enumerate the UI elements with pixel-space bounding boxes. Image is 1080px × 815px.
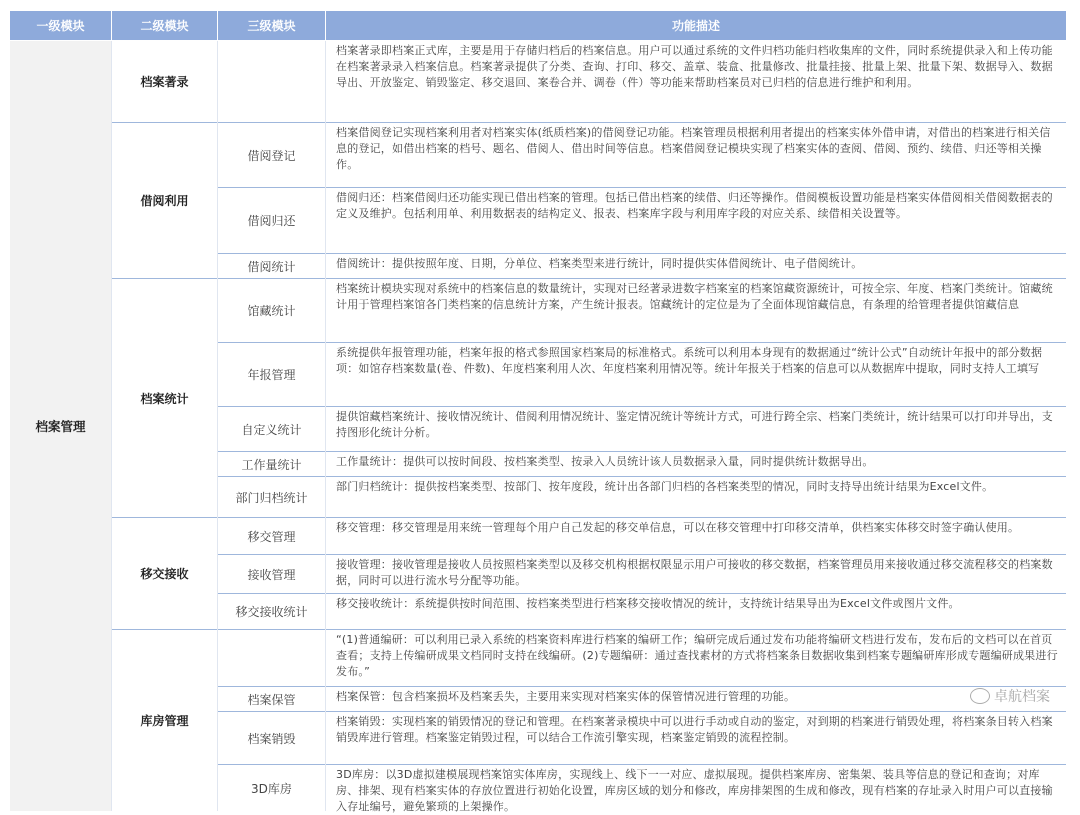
row-divider — [218, 187, 1066, 188]
header-description: 功能描述 — [326, 11, 1066, 40]
row-divider — [218, 253, 1066, 254]
section-cell: 库房管理 — [112, 630, 217, 811]
row-divider — [218, 476, 1066, 477]
description-cell: 档案销毁：实现档案的销毁情况的登记和管理。在档案著录模块中可以进行手动或自动的鉴定，对到期的档案进行销毁处理，将档案条目转入档案销毁库进行管理。档案鉴定销毁过程，可以结合工作流引擎实现，档案鉴定销毁的流程控制。 — [326, 712, 1066, 764]
level1-cell: 档案管理 — [10, 41, 111, 811]
header-level2: 二级模块 — [112, 11, 217, 40]
row-divider — [218, 711, 1066, 712]
level3-cell — [218, 630, 325, 686]
description-cell: “(1)普通编研：可以利用已录入系统的档案资料库进行档案的编研工作；编研完成后通过发布功能将编研文档进行发布，发布后的文档可以在首页查看；支持上传编研成果文档同时支持在线编研。(2)专题编研：通过查找素材的方式将档案条目数据收集到档案专题编研库形成专题编研成果进行发布。” — [326, 630, 1066, 686]
section-cell: 档案统计 — [112, 279, 217, 517]
wechat-icon — [970, 688, 990, 704]
level3-cell: 馆藏统计 — [218, 279, 325, 342]
description-cell: 移交管理：移交管理是用来统一管理每个用户自己发起的移交单信息，可以在移交管理中打印移交清单，供档案实体移交时签字确认使用。 — [326, 518, 1066, 554]
description-cell: 借阅统计：提供按照年度、日期，分单位、档案类型来进行统计，同时提供实体借阅统计、电子借阅统计。 — [326, 254, 1066, 278]
description-cell: 部门归档统计：提供按档案类型、按部门、按年度段，统计出各部门归档的各档案类型的情况，同时支持导出统计结果为Excel文件。 — [326, 477, 1066, 517]
watermark-text: 卓航档案 — [994, 689, 1050, 705]
row-divider — [218, 406, 1066, 407]
row-divider — [218, 593, 1066, 594]
level3-cell: 借阅登记 — [218, 123, 325, 187]
watermark — [970, 686, 1050, 706]
column-divider — [217, 41, 218, 811]
row-divider — [112, 122, 1066, 123]
level3-cell: 自定义统计 — [218, 407, 325, 451]
level3-cell: 移交接收统计 — [218, 594, 325, 629]
level3-cell — [218, 41, 325, 122]
row-divider — [112, 629, 1066, 630]
description-cell: 档案保管：包含档案损坏及档案丢失，主要用来实现对档案实体的保管情况进行管理的功能。 — [326, 687, 1066, 711]
description-cell: 借阅归还：档案借阅归还功能实现已借出档案的管理。包括已借出档案的续借、归还等操作。借阅模板设置功能是档案实体借阅相关借阅数据表的定义及维护。包括利用单、利用数据表的结构定义、报表、档案库字段与利用库字段的对应关系、续借相关设置等。 — [326, 188, 1066, 253]
row-divider — [112, 278, 1066, 279]
section-cell: 借阅利用 — [112, 123, 217, 278]
header-level3: 三级模块 — [218, 11, 325, 40]
header-level1: 一级模块 — [10, 11, 111, 40]
description-cell: 3D库房：以3D虚拟建模展现档案馆实体库房，实现线上、线下一一对应、虚拟展现。提供档案库房、密集架、装具等信息的登记和查询；对库房、排架、现有档案实体的存放位置进行初始化设置，库房区域的划分和修改，库房排架图的生成和修改，现有档案的存址录入时用户可以直接输入存址编号，避免繁琐的上架操作。 — [326, 765, 1066, 811]
column-divider — [325, 41, 326, 811]
row-divider — [218, 451, 1066, 452]
column-divider — [111, 41, 112, 811]
row-divider — [112, 517, 1066, 518]
section-cell: 档案著录 — [112, 41, 217, 122]
description-cell: 提供馆藏档案统计、接收情况统计、借阅利用情况统计、鉴定情况统计等统计方式，可进行跨全宗、档案门类统计，统计结果可以打印并导出，支持图形化统计分析。 — [326, 407, 1066, 451]
description-cell: 移交接收统计：系统提供按时间范围、按档案类型进行档案移交接收情况的统计，支持统计结果导出为Excel文件或图片文件。 — [326, 594, 1066, 629]
level3-cell: 3D库房 — [218, 765, 325, 811]
description-cell: 档案借阅登记实现档案利用者对档案实体(纸质档案)的借阅登记功能。档案管理员根据利用者提出的档案实体外借申请，对借出的档案进行相关信息的登记，如借出档案的档号、题名、借阅人、借出时间等信息。档案借阅登记模块实现了档案实体的查阅、借阅、预约、续借、归还等相关操作。 — [326, 123, 1066, 187]
level3-cell: 部门归档统计 — [218, 477, 325, 517]
row-divider — [218, 554, 1066, 555]
level3-cell: 档案销毁 — [218, 712, 325, 764]
description-cell: 工作量统计：提供可以按时间段、按档案类型、按录入人员统计该人员数据录入量，同时提供统计数据导出。 — [326, 452, 1066, 476]
row-divider — [218, 764, 1066, 765]
section-cell: 移交接收 — [112, 518, 217, 629]
row-divider — [218, 342, 1066, 343]
level3-cell: 年报管理 — [218, 343, 325, 406]
level3-cell: 档案保管 — [218, 687, 325, 711]
level3-cell: 工作量统计 — [218, 452, 325, 476]
description-cell: 档案统计模块实现对系统中的档案信息的数量统计，实现对已经著录进数字档案室的档案馆藏资源统计，可按全宗、年度、档案门类统计。馆藏统计用于管理档案馆各门类档案的信息统计方案，产生统计报表。馆藏统计的定位是为了全面体现馆藏信息，有条理的给管理者提供馆藏信息 — [326, 279, 1066, 342]
level3-cell: 借阅归还 — [218, 188, 325, 253]
description-cell: 接收管理：接收管理是接收人员按照档案类型以及移交机构根据权限显示用户可接收的移交数据，档案管理员用来接收通过移交流程移交的档案数据，同时可以进行流水号分配等功能。 — [326, 555, 1066, 593]
level3-cell: 接收管理 — [218, 555, 325, 593]
level3-cell: 移交管理 — [218, 518, 325, 554]
row-divider — [218, 686, 1066, 687]
level3-cell: 借阅统计 — [218, 254, 325, 278]
description-cell: 系统提供年报管理功能，档案年报的格式参照国家档案局的标准格式。系统可以利用本身现有的数据通过“统计公式”自动统计年报中的部分数据项：如馆存档案数量(卷、件数)、年度档案利用人次、年度档案利用情况等。统计年报关于档案的信息可以从数据库中提取，同时支持人工填写 — [326, 343, 1066, 406]
description-cell: 档案著录即档案正式库，主要是用于存储归档后的档案信息。用户可以通过系统的文件归档功能归档收集库的文件，同时系统提供录入和上传功能在档案著录录入档案信息。档案著录提供了分类、查询、打印、移交、盖章、装盒、批量修改、批量挂接、批量上架、批量下架、数据导入、数据导出、开放鉴定、销毁鉴定、移交退回、案卷合并、调卷（件）等功能来帮助档案员对已归档的信息进行维护和利用。 — [326, 41, 1066, 122]
